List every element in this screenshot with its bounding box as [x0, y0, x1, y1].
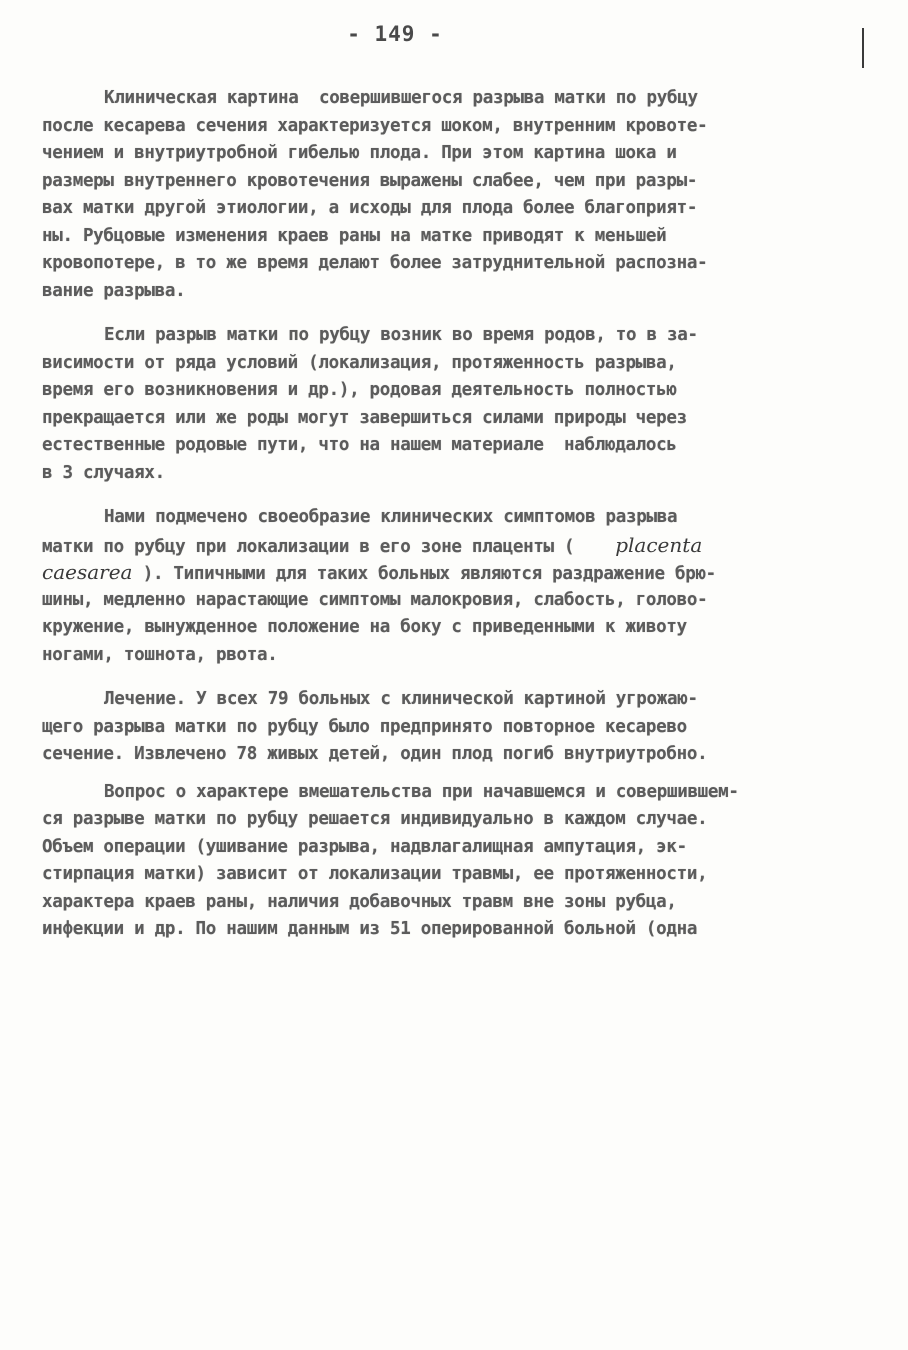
- text-line: Нами подмечено своеобразие клинических симптомов разрыва: [104, 507, 678, 527]
- text-line: вах матки другой этиологии, а исходы для плода более благоприят-: [42, 198, 698, 218]
- text-line: чением и внутриутробной гибелью плода. При этом картина шока и: [42, 143, 677, 163]
- text-line: Вопрос о характере вмешательства при начавшемся и совершившем-: [104, 781, 739, 802]
- margin-mark: [862, 28, 864, 68]
- text-line: прекращается или же роды могут завершиться силами природы через: [42, 407, 687, 428]
- text-line: Объем операции (ушивание разрыва, надвлагалищная ампутация, эк-: [42, 836, 687, 857]
- text-line: вание разрыва.: [42, 280, 186, 301]
- text-line: после кесарева сечения характеризуется шоком, внутренним кровоте-: [42, 115, 708, 136]
- text-line: шины, медленно нарастающие симптомы малокровия, слабость, голово-: [42, 589, 708, 610]
- text-line: ногами, тошнота, рвота.: [42, 644, 278, 665]
- body-text: [42, 85, 842, 944]
- text-line: ся разрыве матки по рубцу решается индивидуально в каждом случае.: [42, 809, 708, 829]
- paragraph-5: [42, 779, 842, 944]
- paragraph-4: [42, 686, 842, 769]
- page-number: - 149 -: [347, 22, 443, 46]
- text-line: характера краев раны, наличия добавочных травм вне зоны рубца,: [42, 891, 677, 912]
- text-line: висимости от ряда условий (локализация, протяженность разрыва,: [42, 352, 677, 373]
- text-line: Лечение. У всех 79 больных с клинической картиной угрожаю-: [104, 689, 698, 709]
- text-line: в 3 случаях.: [42, 462, 165, 483]
- paragraph-3: [42, 504, 842, 669]
- text-line: caesarea ). Типичными для таких больных являются раздражение брю-: [42, 560, 716, 584]
- text-line: стирпация матки) зависит от локализации травмы, ее протяженности,: [42, 864, 708, 884]
- text-line: Клиническая картина совершившегося разрыва матки по рубцу: [104, 88, 698, 108]
- paragraph-2: [42, 322, 842, 487]
- text-line: инфекции и др. По нашим данным из 51 оперированной больной (одна: [42, 919, 698, 939]
- text-line: время его возникновения и др.), родовая деятельность полностью: [42, 380, 677, 400]
- text-line: ны. Рубцовые изменения краев раны на матке приводят к меньшей: [42, 225, 667, 246]
- text-line: матки по рубцу при локализации в его зоне плаценты ( placenta: [42, 532, 703, 557]
- text-line: кружение, вынужденное положение на боку с приведенными к животу: [42, 617, 687, 637]
- text-line: естественные родовые пути, что на нашем материале наблюдалось: [42, 435, 677, 455]
- handwritten-caesarea: caesarea: [42, 560, 133, 584]
- text-line: щего разрыва матки по рубцу было предпринято повторное кесарево: [42, 716, 687, 737]
- handwritten-placenta: placenta: [615, 532, 703, 557]
- text-line: кровопотере, в то же время делают более затруднительной распозна-: [42, 253, 708, 273]
- text-line: сечение. Извлечено 78 живых детей, один плод погиб внутриутробно.: [42, 744, 708, 764]
- text-line: Если разрыв матки по рубцу возник во время родов, то в за-: [104, 325, 698, 345]
- paragraph-1: [42, 85, 842, 305]
- text-line: размеры внутреннего кровотечения выражены слабее, чем при разры-: [42, 170, 698, 191]
